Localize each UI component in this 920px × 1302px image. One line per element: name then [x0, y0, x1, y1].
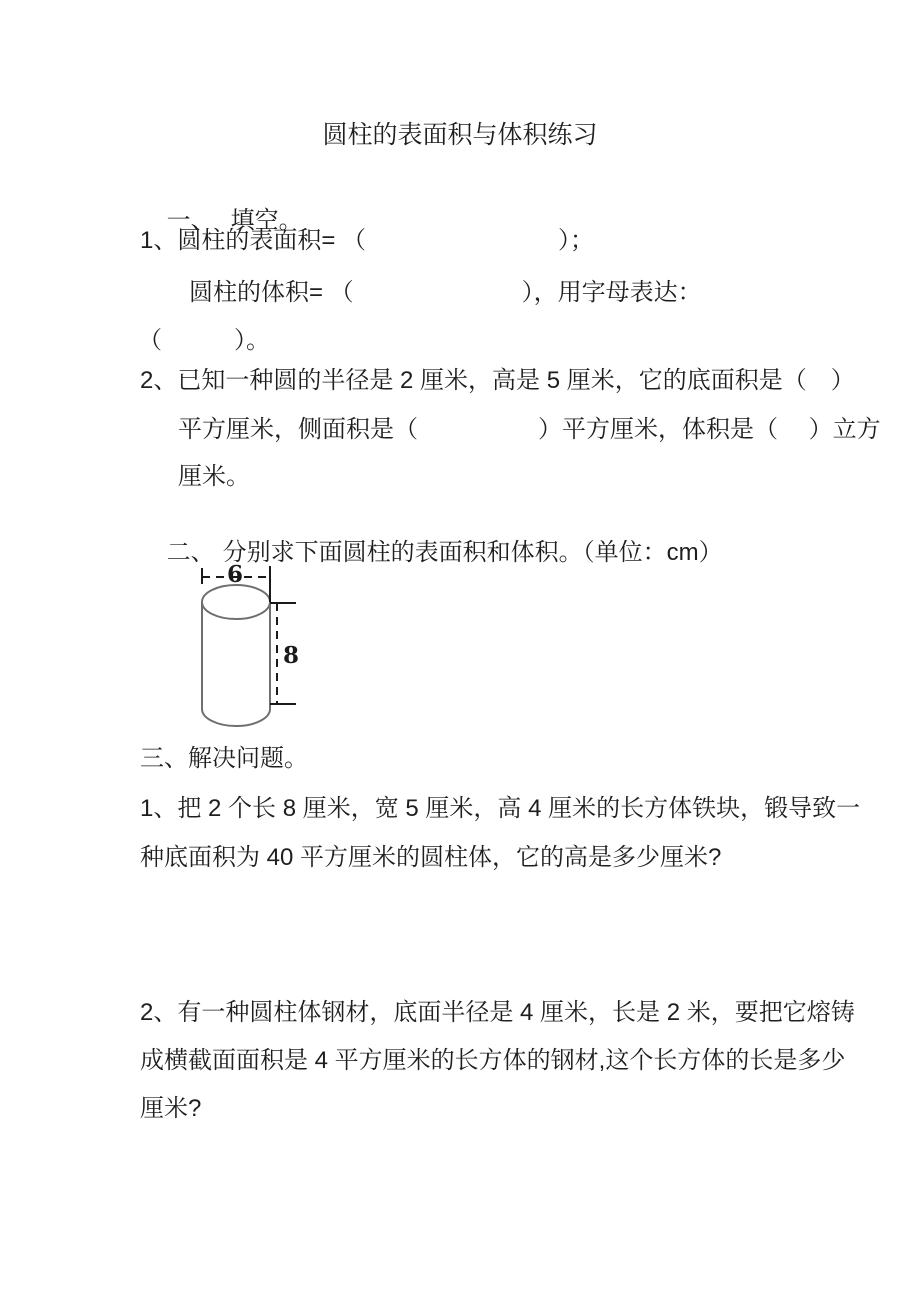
- section-one-label: 填空。: [230, 207, 303, 234]
- word-problem-1-line1: 1、把 2 个长 8 厘米，宽 5 厘米，高 4 厘米的长方体铁块，锻导致一: [140, 795, 861, 822]
- fill-blank-q1-line3: （ ）。: [138, 327, 270, 354]
- section-two-label: 分别求下面圆柱的表面积和体积。（单位：cm）: [222, 539, 723, 566]
- cylinder-bottom-arc: [202, 709, 270, 726]
- page-title: 圆柱的表面积与体积练习: [322, 121, 598, 149]
- cylinder-body: [202, 585, 270, 726]
- word-problem-2-line2: 成横截面面积是 4 平方厘米的长方体的钢材,这个长方体的长是多少: [140, 1047, 846, 1074]
- word-problem-2-line1: 2、有一种圆柱体钢材，底面半径是 4 厘米，长是 2 米，要把它熔铸: [140, 999, 855, 1026]
- section-three-heading: 三、解决问题。: [140, 745, 308, 772]
- fill-blank-q2-line3: 厘米。: [178, 463, 250, 490]
- cylinder-diagram: [190, 552, 320, 734]
- word-problem-2-line3: 厘米?: [140, 1095, 202, 1122]
- fill-blank-q1-line1: 1、圆柱的表面积= （ ）；: [140, 227, 595, 254]
- cylinder-top-ellipse: [202, 585, 270, 619]
- section-two-number: 二、: [166, 539, 215, 566]
- height-label: 8: [282, 642, 300, 669]
- diameter-label: 6: [226, 561, 244, 588]
- section-one-number: 一、: [166, 207, 215, 234]
- word-problem-1-line2: 种底面积为 40 平方厘米的圆柱体，它的高是多少厘米?: [140, 844, 722, 871]
- fill-blank-q1-line2: 圆柱的体积= （ ），用字母表达：: [189, 279, 702, 306]
- fill-blank-q2-line1: 2、已知一种圆的半径是 2 厘米，高是 5 厘米，它的底面积是（ ）: [140, 367, 855, 394]
- fill-blank-q2-line2: 平方厘米，侧面积是（ ）平方厘米，体积是（ ）立方: [178, 416, 881, 443]
